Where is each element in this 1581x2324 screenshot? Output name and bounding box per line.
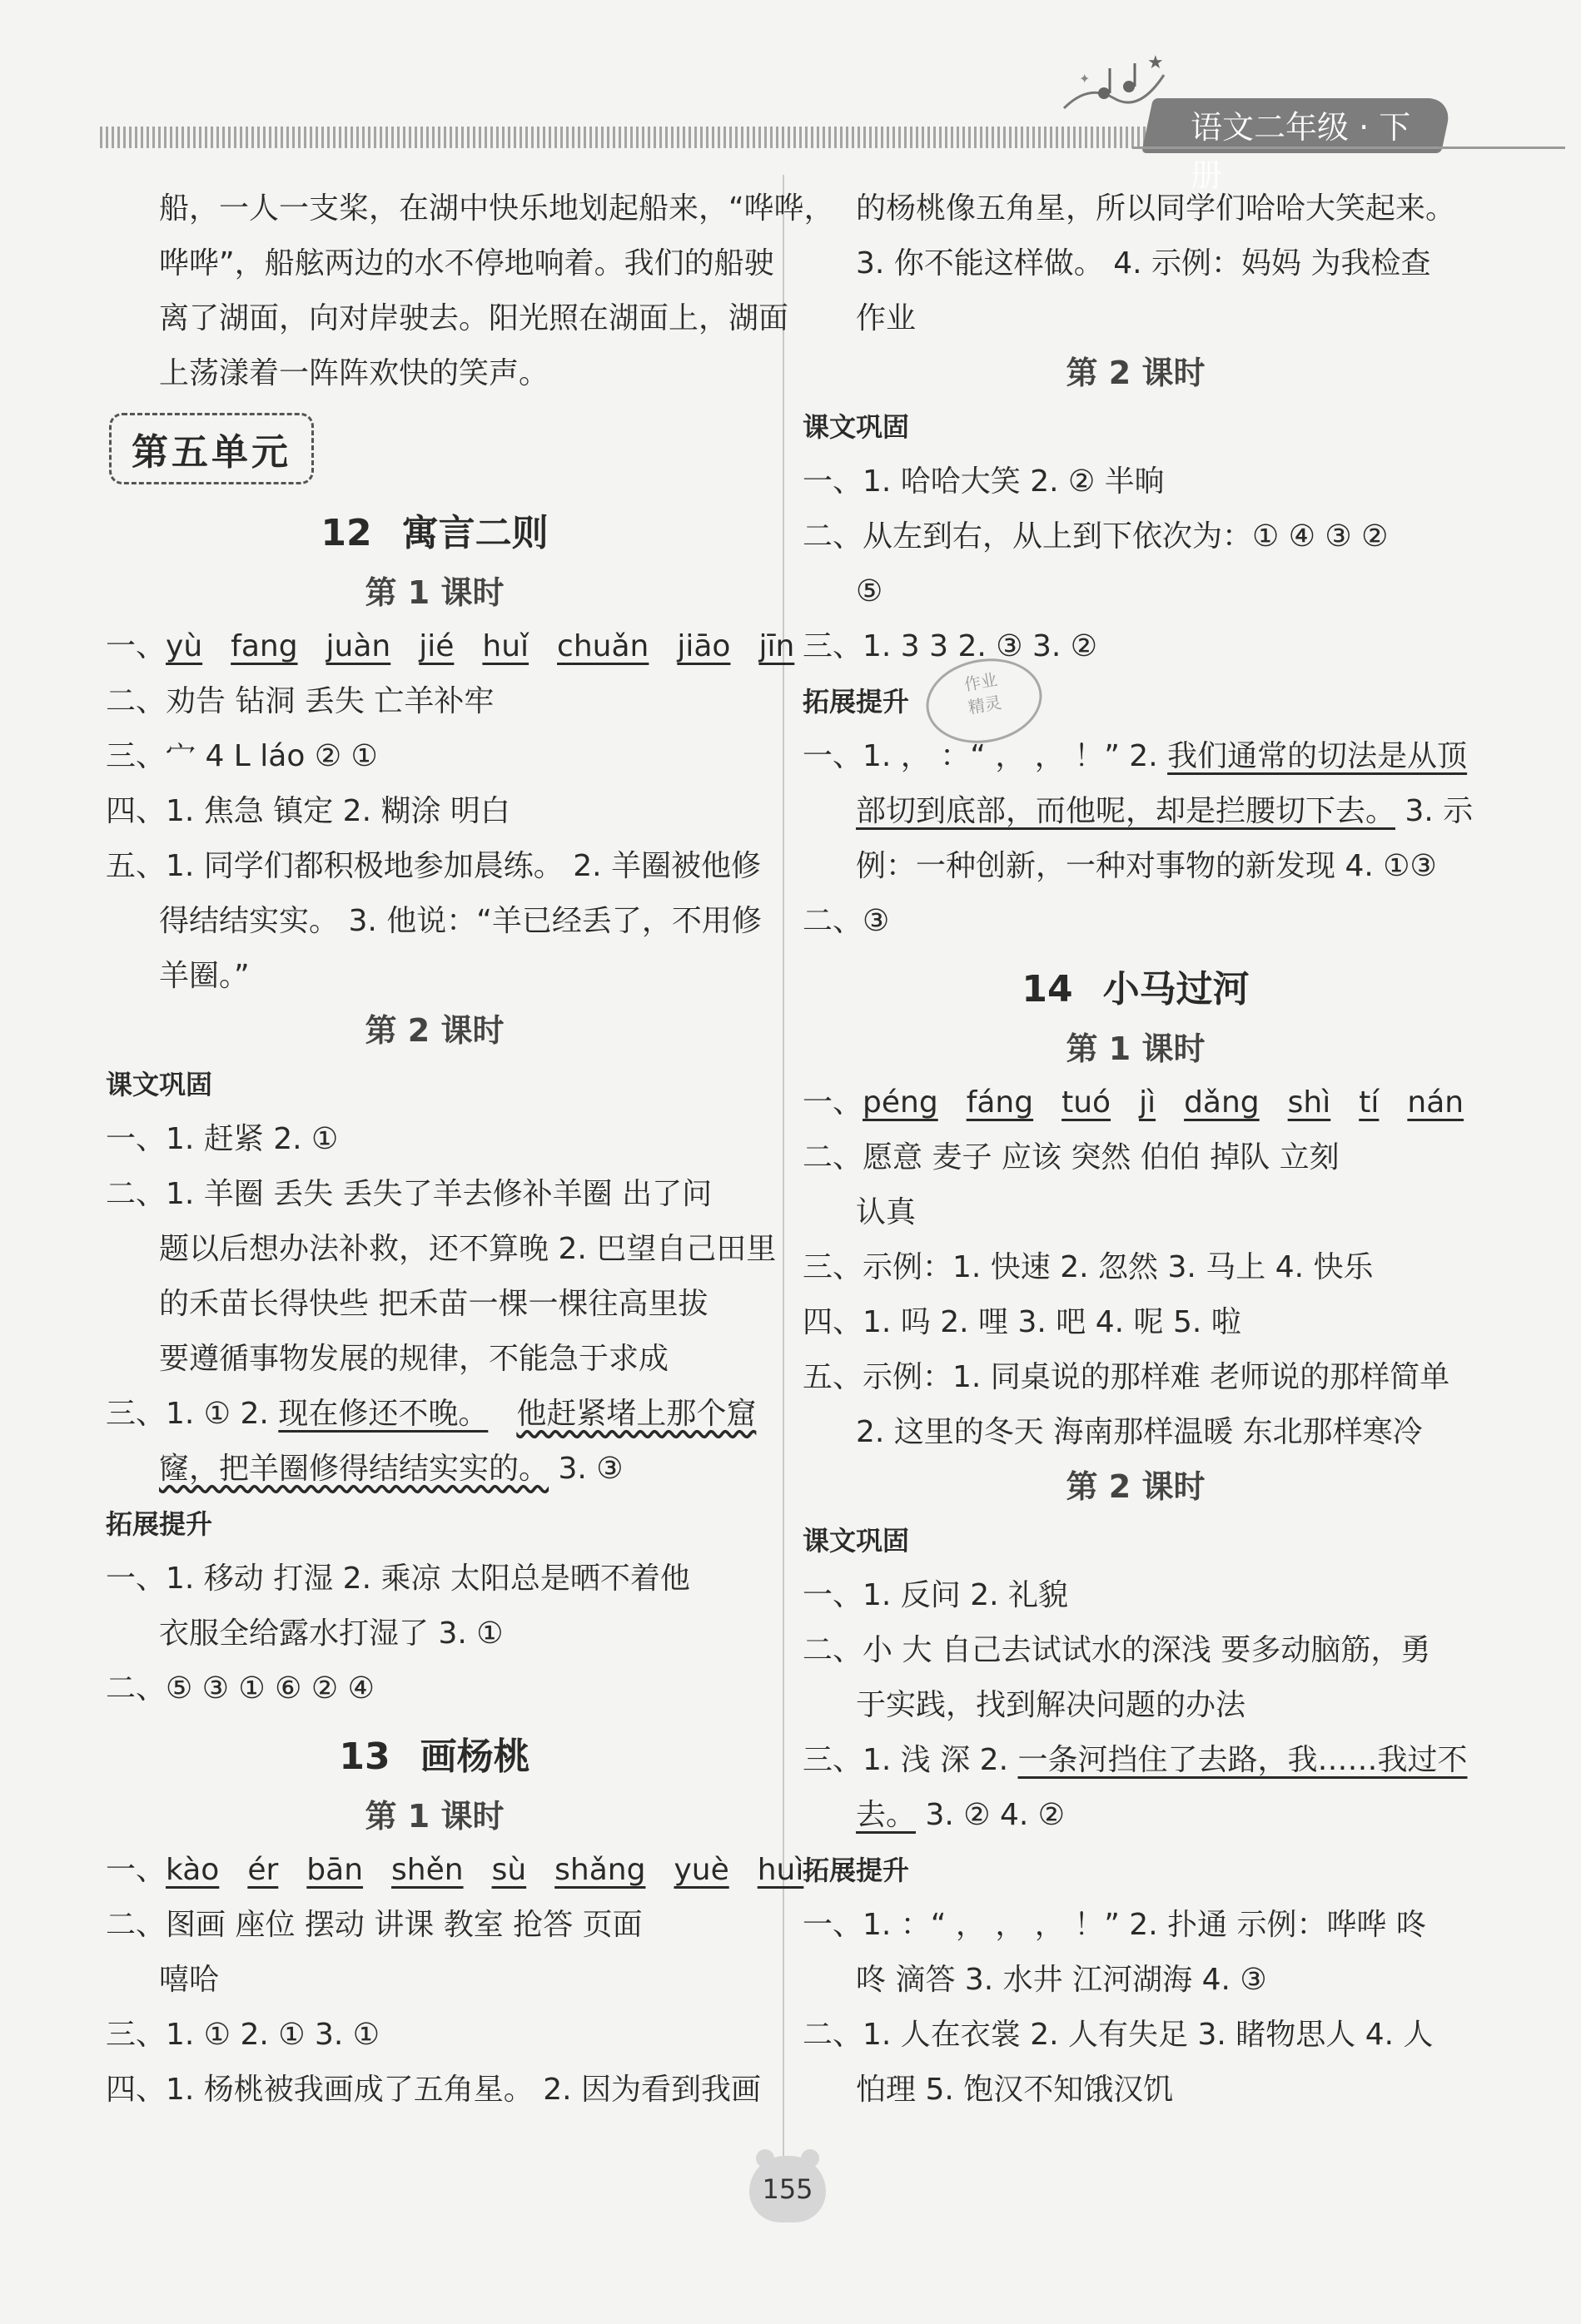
period-heading: 第 1 课时 — [365, 1798, 505, 1835]
item-prefix: 一、 — [106, 1853, 167, 1887]
section-heading: 拓展提升 — [803, 1855, 910, 1886]
period-heading: 第 2 课时 — [1066, 355, 1206, 391]
pinyin-answer: kào — [166, 1853, 220, 1887]
answer-line: 作业 — [856, 301, 917, 335]
pinyin-answer: yuè — [674, 1853, 729, 1887]
pinyin-answer: sù — [491, 1853, 527, 1887]
pinyin-answer: nán — [1407, 1085, 1464, 1120]
answer-line — [803, 1733, 1469, 1788]
answer-line — [803, 729, 1469, 784]
answer-line: 二、从左到右，从上到下依次为：① ④ ③ ② — [803, 519, 1389, 554]
answer-line: 四、1. 吗 2. 哩 3. 吧 4. 呢 5. 啦 — [803, 1305, 1241, 1339]
period-heading: 第 1 课时 — [365, 574, 505, 611]
unit-title-badge: 第五单元 — [109, 413, 314, 484]
underlined-answer: 现在修还不晚。 — [278, 1397, 489, 1431]
pinyin-answer: yù — [166, 629, 203, 663]
pinyin-answer: tí — [1359, 1085, 1380, 1120]
answer-text: 3. ③ — [549, 1452, 624, 1486]
section-heading: 课文巩固 — [106, 1069, 213, 1100]
section-heading: 课文巩固 — [803, 1525, 910, 1557]
section-heading: 拓展提升 — [106, 1508, 213, 1540]
pinyin-answer: shì — [1287, 1085, 1331, 1120]
pinyin-answer: ér — [247, 1853, 279, 1887]
answer-line: 二、愿意 麦子 应该 突然 伯伯 掉队 立刻 — [803, 1140, 1340, 1174]
answer-line: 四、1. 焦急 镇定 2. 糊涂 明白 — [106, 794, 510, 828]
pinyin-line — [106, 1843, 804, 1898]
answer-line: 一、1. 移动 打湿 2. 乘凉 太阳总是晒不着他 — [106, 1562, 690, 1596]
answer-line: 五、1. 同学们都积极地参加晨练。 2. 羊圈被他修 — [106, 849, 762, 883]
answer-line — [106, 1387, 763, 1442]
underlined-answer: 去。 — [856, 1798, 917, 1832]
answer-line: 例：一种创新，一种对事物的新发现 4. ①③ — [856, 849, 1437, 883]
left-column — [106, 181, 834, 2118]
wavy-underlined-answer: 窿，把羊圈修得结结实实的。 — [159, 1452, 549, 1486]
text-line: 上荡漾着一阵阵欢快的笑声。 — [159, 356, 549, 390]
text-line: 哗哗”，船舷两边的水不停地响着。我们的船驶 — [159, 246, 774, 281]
answer-line: 二、③ — [803, 904, 890, 938]
pinyin-answer: jiāo — [677, 629, 731, 663]
lesson-name: 寓言二则 — [401, 512, 549, 554]
stamp-text: 作业 — [962, 669, 999, 695]
answer-line — [106, 1442, 763, 1497]
answer-text: 一、1. ， ：“ ， ， ！” 2. — [803, 739, 1168, 773]
answer-line — [803, 1788, 1469, 1843]
period-heading: 第 1 课时 — [1066, 1030, 1206, 1067]
answer-line: 一、1. 赶紧 2. ① — [106, 1122, 339, 1156]
section-heading: 拓展提升 — [803, 686, 910, 718]
answer-line: 一、1. ：“ ， ， ， ！” 2. 扑通 示例：哗哗 咚 — [803, 1908, 1426, 1942]
underlined-answer: 部切到底部，而他呢，却是拦腰切下去。 — [856, 794, 1396, 828]
answer-line: 一、1. 哈哈大笑 2. ② 半晌 — [803, 464, 1165, 499]
answer-line: 的禾苗长得快些 把禾苗一棵一棵往高里拔 — [159, 1287, 708, 1321]
lesson-number: 14 — [1022, 968, 1073, 1011]
answer-line: 三、宀 4 L láo ② ① — [106, 739, 378, 773]
period-heading: 第 2 课时 — [1066, 1468, 1206, 1505]
answer-line: 二、小 大 自己去试试水的深浅 要多动脑筋，勇 — [803, 1633, 1431, 1667]
answer-line: 3. 你不能这样做。 4. 示例：妈妈 为我检查 — [856, 246, 1431, 281]
pinyin-answer: fáng — [966, 1085, 1034, 1120]
svg-text:★: ★ — [1147, 52, 1164, 73]
answer-line: 题以后想办法补救，还不算晚 2. 巴望自己田里 — [159, 1232, 777, 1266]
answer-line: 二、劝告 钻洞 丢失 亡羊补牢 — [106, 684, 495, 718]
answer-line: 得结结实实。 3. 他说：“羊已经丢了，不用修 — [159, 904, 762, 938]
pinyin-answer: jì — [1139, 1085, 1156, 1120]
answer-line: 三、1. 3 3 2. ③ 3. ② — [803, 629, 1098, 663]
item-prefix: 一、 — [106, 629, 167, 663]
answer-line: 二、1. 羊圈 丢失 丢失了羊去修补羊圈 出了问 — [106, 1177, 713, 1211]
answer-line: 咚 滴答 3. 水井 江河湖海 4. ③ — [856, 1963, 1267, 1997]
pinyin-answer: fang — [231, 629, 298, 663]
pinyin-answer: dǎng — [1184, 1085, 1260, 1120]
answer-line: 三、1. ① 2. ① 3. ① — [106, 2018, 380, 2052]
lesson-title — [106, 1728, 763, 1786]
pinyin-answer: chuǎn — [557, 629, 649, 663]
lesson-number: 13 — [339, 1736, 390, 1778]
pinyin-answer: huǐ — [482, 629, 529, 663]
pinyin-answer: jié — [419, 629, 455, 663]
underlined-answer: 一条河挡住了去路，我……我过不 — [1017, 1743, 1468, 1777]
pinyin-line — [803, 1075, 1469, 1130]
stamp-text: 精灵 — [967, 692, 1003, 718]
item-prefix: 一、 — [803, 1085, 863, 1120]
pinyin-line — [106, 619, 795, 674]
period-heading: 第 2 课时 — [365, 1012, 505, 1049]
answer-line: 二、图画 座位 摆动 讲课 教室 抢答 页面 — [106, 1908, 643, 1942]
text-line: 船，一人一支桨，在湖中快乐地划起船来，“哗哗， — [159, 191, 834, 226]
answer-line: 的杨桃像五角星，所以同学们哈哈大笑起来。 — [856, 191, 1456, 226]
answer-line — [803, 784, 1474, 839]
lesson-number: 12 — [321, 512, 372, 554]
answer-line: 2. 这里的冬天 海南那样温暖 东北那样寒冷 — [856, 1415, 1423, 1449]
pinyin-answer: huì — [757, 1853, 804, 1887]
answer-text: 3. ② 4. ② — [916, 1798, 1066, 1832]
wavy-underlined-answer: 他赶紧堵上那个窟 — [516, 1397, 757, 1431]
lesson-title — [106, 504, 763, 563]
right-column — [803, 181, 1474, 2118]
text-line: 离了湖面，向对岸驶去。阳光照在湖面上，湖面 — [159, 301, 789, 335]
answer-text: 三、1. ① 2. — [106, 1397, 279, 1431]
lesson-title — [803, 961, 1469, 1019]
answer-text: 三、1. 浅 深 2. — [803, 1743, 1018, 1777]
lesson-name: 画杨桃 — [420, 1736, 530, 1778]
pinyin-answer: péng — [863, 1085, 938, 1120]
answer-line: 嘻哈 — [159, 1963, 220, 1997]
pinyin-answer: bān — [306, 1853, 364, 1887]
answer-line: ⑤ — [856, 574, 883, 608]
answer-line: 五、示例：1. 同桌说的那样难 老师说的那样简单 — [803, 1360, 1450, 1394]
pinyin-answer: jīn — [758, 629, 795, 663]
answer-line: 二、1. 人在衣裳 2. 人有失足 3. 睹物思人 4. 人 — [803, 2018, 1434, 2052]
answer-line: 羊圈。” — [159, 959, 250, 993]
answer-line: 要遵循事物发展的规律，不能急于求成 — [159, 1342, 669, 1376]
answer-line: 二、⑤ ③ ① ⑥ ② ④ — [106, 1671, 375, 1706]
answer-line: 三、示例：1. 快速 2. 忽然 3. 马上 4. 快乐 — [803, 1250, 1374, 1284]
pinyin-answer: shěn — [391, 1853, 464, 1887]
header-stripe-band — [100, 127, 1166, 148]
answer-line: 四、1. 杨桃被我画成了五角星。 2. 因为看到我画 — [106, 2073, 762, 2107]
pinyin-answer: tuó — [1061, 1085, 1111, 1120]
answer-line: 衣服全给露水打湿了 3. ① — [159, 1616, 504, 1651]
answer-line: 认真 — [856, 1195, 917, 1229]
answer-line: 一、1. 反问 2. 礼貌 — [803, 1578, 1069, 1612]
header-subject-label: 语文二年级 · 下册 — [1191, 109, 1411, 194]
page-number: 155 — [749, 2156, 826, 2222]
answer-text: 3. 示 — [1395, 794, 1474, 828]
pinyin-answer: juàn — [326, 629, 391, 663]
answer-line: 怕理 5. 饱汉不知饿汉饥 — [856, 2073, 1174, 2107]
pinyin-answer: shǎng — [554, 1853, 646, 1887]
lesson-name: 小马过河 — [1102, 968, 1250, 1011]
answer-line: 于实践，找到解决问题的办法 — [856, 1688, 1246, 1722]
svg-text:✦: ✦ — [1079, 71, 1091, 87]
underlined-answer: 我们通常的切法是从顶 — [1167, 739, 1468, 773]
section-heading: 课文巩固 — [803, 411, 910, 443]
